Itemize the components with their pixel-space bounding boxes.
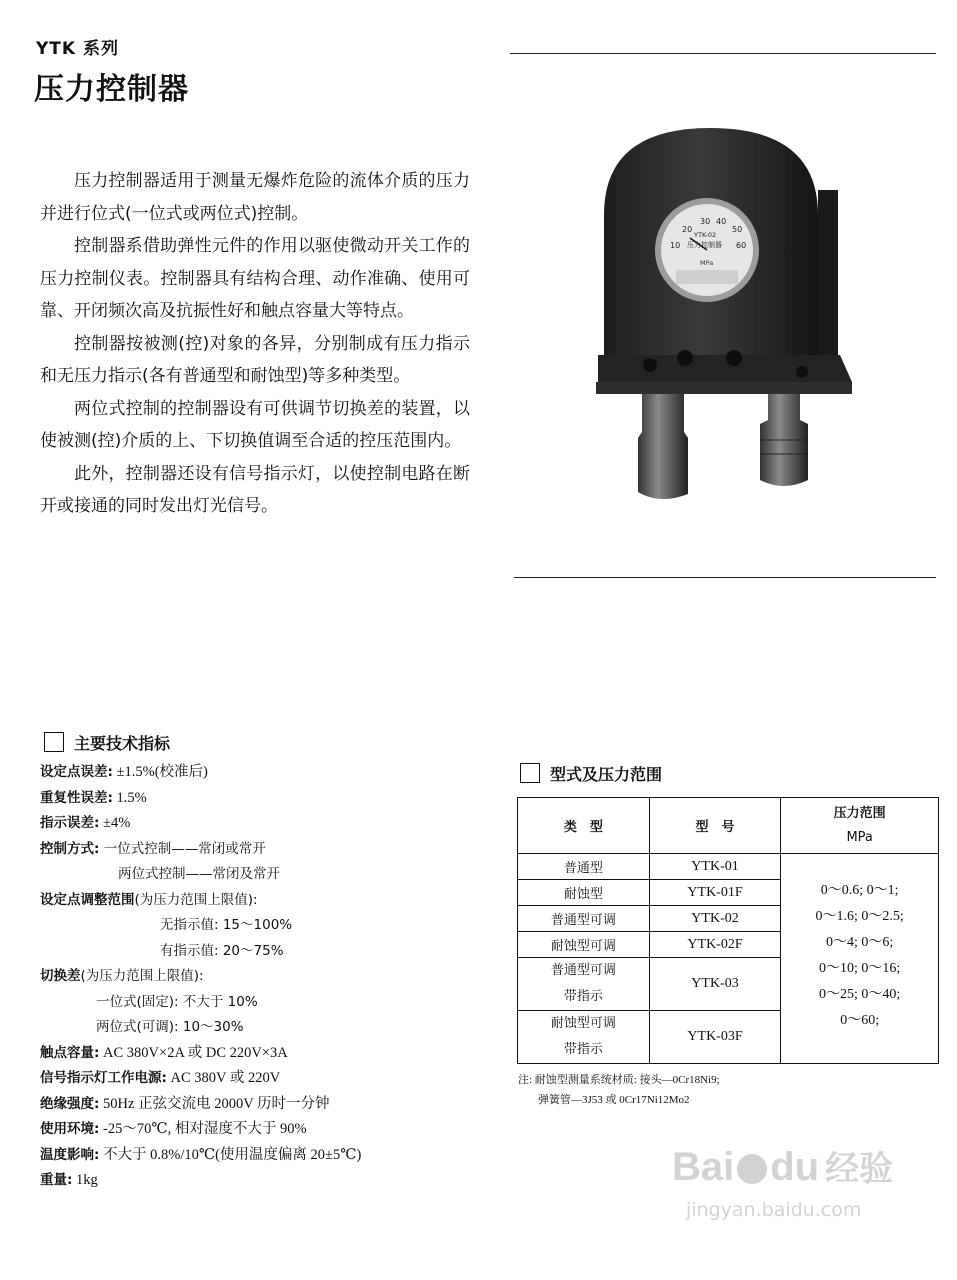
type-cell: 普通型 (518, 854, 650, 880)
watermark-logo: Bai (672, 1145, 735, 1189)
types-table (517, 797, 939, 1064)
range-line: 0～60; (840, 1013, 880, 1028)
model-cell: YTK-01F (649, 880, 781, 906)
spec-row (40, 786, 470, 812)
material-note (518, 1070, 720, 1110)
spec-row (40, 1092, 470, 1118)
col-range-header (781, 798, 939, 854)
spec-value: 50Hz 正弦交流电 2000V 历时一分钟 (99, 1095, 330, 1112)
note-line: 注: 耐蚀型测量系统材质: 接头—0Cr18Ni9; (518, 1074, 720, 1086)
spec-row (40, 837, 470, 863)
spec-label: 触点容量: (40, 1044, 100, 1061)
range-title: 压力范围 (833, 805, 886, 821)
range-unit: MPa (846, 829, 873, 845)
spec-value: ±4% (99, 815, 131, 831)
mid-rule (514, 577, 936, 578)
intro-paragraph: 此外，控制器还设有信号指示灯，以使控制电路在断开或接通的同时发出灯光信号。 (40, 463, 470, 516)
spec-value: 1.5% (112, 789, 147, 806)
gauge-name: 压力控制器 (687, 241, 722, 249)
spec-row (40, 888, 470, 914)
spec-label: 指示误差: (40, 815, 100, 831)
model-cell: YTK-02F (649, 932, 781, 958)
spec-row (40, 1066, 470, 1092)
spec-label: 重量: (40, 1172, 73, 1188)
series-label: YTK 系列 (36, 39, 119, 59)
spec-label: 信号指示灯工作电源: (40, 1070, 167, 1086)
note-line: 弹簧管—3J53 或 0Cr17Ni12Mo2 (538, 1094, 690, 1106)
spec-value: 两位式控制——常闭及常开 (118, 866, 280, 882)
type-cell: 普通型可调 (518, 906, 650, 932)
range-line: 0～4; 0～6; (826, 935, 894, 950)
watermark-product: 经验 (825, 1150, 894, 1188)
spec-row (40, 939, 470, 965)
col-type-header: 类 型 (518, 798, 650, 854)
spec-label: 使用环境: (40, 1121, 100, 1137)
top-rule (510, 53, 936, 54)
gauge-tick: 10 (670, 241, 681, 250)
checkbox-icon (44, 732, 64, 752)
spec-row (40, 862, 470, 888)
type-cell (518, 1011, 650, 1064)
spec-value: AC 380V×2A 或 DC 220V×3A (99, 1044, 288, 1061)
range-line: 0～25; 0～40; (819, 987, 901, 1002)
spec-row (40, 1143, 470, 1169)
specs-list (40, 760, 470, 1194)
product-photo (590, 120, 860, 510)
spec-value: 一位式(固定): 不大于 10% (96, 993, 258, 1010)
type-cell: 耐蚀型 (518, 880, 650, 906)
gauge-tick: 20 (682, 225, 693, 234)
specs-heading-label: 主要技术指标 (74, 734, 171, 753)
spec-value: 不大于 0.8%/10℃(使用温度偏离 20±5℃) (99, 1146, 362, 1163)
spec-row (40, 990, 470, 1016)
watermark (672, 1145, 922, 1221)
model-cell: YTK-03F (649, 1011, 781, 1064)
spec-value: AC 380V 或 220V (166, 1070, 281, 1086)
gauge-brand: YTK-02 (694, 231, 717, 239)
housing-side (818, 190, 838, 355)
model-cell: YTK-03 (649, 958, 781, 1011)
spec-label: 设定点误差: (40, 764, 113, 780)
gauge-tick: 30 (700, 217, 711, 226)
gauge-tick: 60 (736, 241, 747, 250)
types-heading (520, 762, 662, 785)
page-title: 压力控制器 (34, 72, 189, 107)
gauge-tick: 40 (716, 217, 727, 226)
intro-text (40, 165, 470, 523)
specs-heading (44, 731, 170, 754)
type-line: 普通型可调 (550, 963, 616, 978)
paw-icon (737, 1154, 767, 1184)
pressure-connector (638, 394, 688, 499)
spec-row (40, 1041, 470, 1067)
type-line: 耐蚀型可调 (550, 1016, 616, 1031)
spec-value: (为压力范围上限值): (80, 968, 204, 984)
spec-label: 绝缘强度: (40, 1095, 100, 1112)
spec-row (40, 1117, 470, 1143)
col-model-header: 型 号 (649, 798, 781, 854)
spec-label: 设定点调整范围 (40, 891, 135, 908)
spec-label: 控制方式: (40, 840, 100, 857)
watermark-url: jingyan.baidu.com (686, 1199, 862, 1221)
type-line: 带指示 (563, 1042, 603, 1057)
spec-value: 有指示值: 20～75% (160, 942, 284, 959)
checkbox-icon (520, 763, 540, 783)
spec-value: 一位式控制——常闭或常开 (99, 840, 266, 857)
types-heading-label: 型式及压力范围 (550, 765, 663, 784)
spec-row (40, 913, 470, 939)
range-cell (781, 854, 939, 1064)
gauge-nameplate (676, 270, 738, 284)
range-line: 0～0.6; 0～1; (820, 883, 899, 898)
spec-row (40, 1015, 470, 1041)
spec-value: 两位式(可调): 10～30% (96, 1019, 244, 1035)
intro-paragraph: 控制器按被测(控)对象的各异，分别制成有压力指示和无压力指示(各有普通型和耐蚀型)等多种类型。 (40, 333, 470, 386)
type-line: 带指示 (563, 989, 603, 1004)
spec-value: (为压力范围上限值): (134, 891, 258, 908)
watermark-logo2: du (770, 1145, 820, 1189)
gauge-tick: 50 (732, 225, 743, 234)
gauge-unit: MPa (700, 259, 714, 267)
intro-paragraph: 控制器系借助弹性元件的作用以驱使微动开关工作的压力控制仪表。控制器具有结构合理、动作准确、使用可靠、开闭频次高及抗振性好和触点容量大等特点。 (40, 236, 470, 321)
spec-value: 1kg (72, 1172, 98, 1188)
intro-paragraph: 两位式控制的控制器设有可供调节切换差的装置，以使被测(控)介质的上、下切换值调至合适的控压范围内。 (40, 398, 470, 451)
model-cell: YTK-02 (649, 906, 781, 932)
spec-value: ±1.5%(校准后) (112, 764, 208, 780)
range-line: 0～1.6; 0～2.5; (815, 909, 904, 924)
spec-row (40, 811, 470, 837)
spec-label: 切换差 (40, 968, 81, 984)
type-cell (518, 958, 650, 1011)
spec-row (40, 760, 470, 786)
spec-label: 温度影响: (40, 1146, 100, 1163)
spec-value: 无指示值: 15～100% (160, 917, 293, 933)
model-cell: YTK-01 (649, 854, 781, 880)
table-row (518, 854, 939, 880)
spec-label: 重复性误差: (40, 789, 113, 806)
spec-row (40, 964, 470, 990)
table-header-row (518, 798, 939, 854)
type-cell: 耐蚀型可调 (518, 932, 650, 958)
intro-paragraph: 压力控制器适用于测量无爆炸危险的流体介质的压力并进行位式(一位式或两位式)控制。 (40, 171, 470, 224)
spec-value: -25～70℃, 相对湿度不大于 90% (99, 1121, 307, 1137)
range-line: 0～10; 0～16; (819, 961, 901, 976)
spec-row (40, 1168, 470, 1194)
